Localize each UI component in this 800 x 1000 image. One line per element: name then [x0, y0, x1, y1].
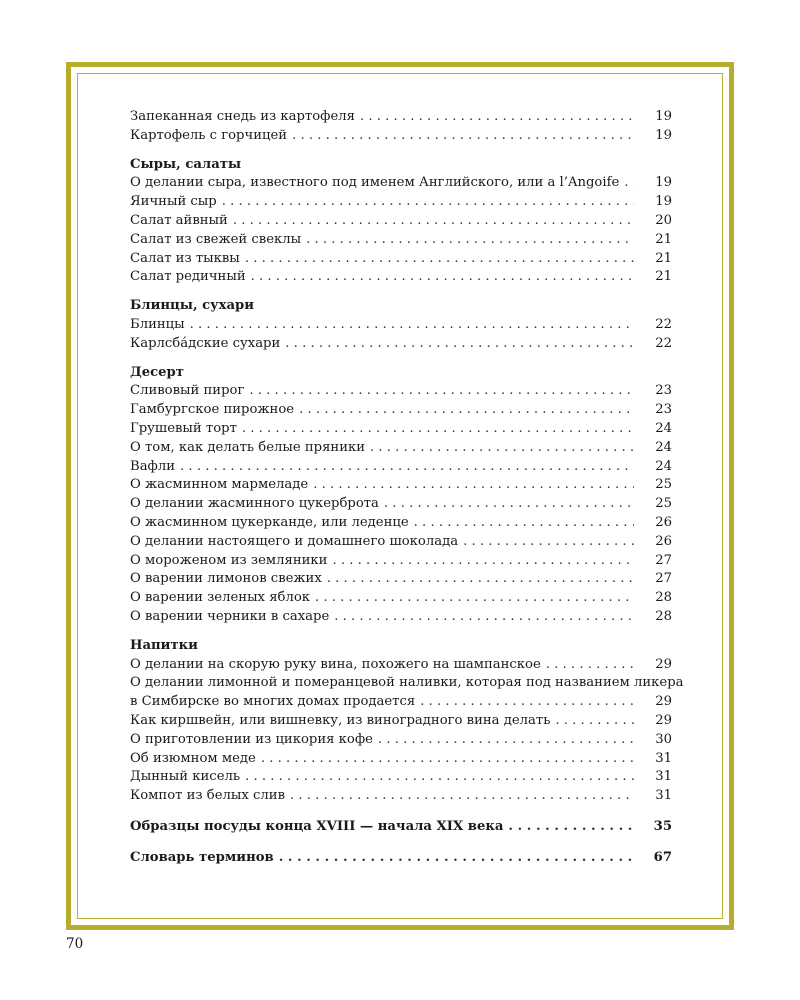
- toc-entry-page: 19: [655, 127, 672, 143]
- toc-entry-page: 26: [655, 533, 672, 549]
- table-of-contents: [130, 108, 684, 867]
- leader-dots: [180, 458, 634, 477]
- toc-entry-title: Гамбургское пирожное: [130, 402, 295, 418]
- leader-dots: [306, 231, 634, 250]
- toc-entry-page: 26: [655, 514, 672, 530]
- leader-dots: [555, 712, 634, 731]
- leader-dots: [222, 193, 634, 212]
- section-heading-cheeses-salads: Сыры, салаты: [130, 156, 242, 172]
- toc-entry-multiline[interactable]: [130, 674, 684, 712]
- toc-entry-page: 28: [655, 590, 672, 606]
- leader-dots: [327, 570, 634, 589]
- toc-entry-title: О варении черники в сахаре: [130, 608, 330, 624]
- toc-entry-page: 27: [655, 571, 672, 587]
- leader-dots: [420, 693, 634, 712]
- leader-dots: [245, 768, 634, 787]
- toc-entry-page: 29: [655, 712, 672, 728]
- toc-entry-page: 24: [655, 439, 672, 455]
- toc-entry-page: 25: [655, 496, 672, 512]
- toc-entry-title: Запеканная снедь из картофеля: [130, 109, 355, 124]
- leader-dots: [378, 731, 634, 750]
- toc-entry[interactable]: [130, 316, 672, 335]
- toc-entry-title-line1: О делании лимонной и померанцевой наливки, которая под названием ликера: [130, 675, 684, 691]
- toc-entry-page: 19: [655, 175, 672, 191]
- toc-entry-title: О жасминном цукерканде, или леденце: [130, 514, 409, 530]
- toc-entry-page: 19: [655, 194, 672, 210]
- toc-entry-title: Блинцы: [130, 316, 185, 332]
- leader-dots: [299, 401, 634, 420]
- toc-entry-title: Образцы посуды конца XVIII — начала XIX века: [130, 818, 504, 834]
- toc-entry[interactable]: [130, 750, 672, 769]
- toc-entry-page: 21: [655, 250, 672, 266]
- toc-entry-title: Карлсба́дские сухари: [130, 335, 281, 351]
- leader-dots: [279, 849, 634, 868]
- toc-entry-page: 30: [655, 731, 672, 747]
- toc-entry[interactable]: [130, 533, 672, 552]
- leader-dots: [508, 818, 634, 837]
- leader-dots: [285, 335, 634, 354]
- leader-dots: [414, 514, 634, 533]
- leader-dots: [332, 552, 634, 571]
- toc-entry-title: Яичный сыр: [130, 194, 217, 210]
- leader-dots: [233, 212, 634, 231]
- toc-entry-title: Сливовый пирог: [130, 383, 245, 399]
- toc-entry-page: 27: [655, 552, 672, 568]
- toc-entry-page: 31: [655, 750, 672, 766]
- toc-entry-page: 29: [655, 694, 672, 710]
- leader-dots: [242, 420, 634, 439]
- section-heading-drinks: Напитки: [130, 637, 198, 653]
- toc-entry[interactable]: [130, 570, 672, 589]
- toc-entry-title: О мороженом из земляники: [130, 552, 328, 568]
- spacer: [130, 806, 672, 818]
- toc-entry-page: 20: [655, 212, 672, 228]
- section-heading-pancakes-rusks: Блинцы, сухари: [130, 298, 255, 314]
- toc-entry[interactable]: [130, 656, 672, 675]
- leader-dots: [251, 268, 634, 287]
- leader-dots: [546, 656, 634, 675]
- toc-entry[interactable]: [130, 268, 672, 287]
- toc-entry-title: Салат из тыквы: [130, 250, 240, 266]
- toc-entry-page: 31: [655, 788, 672, 804]
- toc-entry-title: Компот из белых слив: [130, 788, 286, 804]
- toc-entry[interactable]: [130, 382, 672, 401]
- toc-entry-page: 22: [655, 316, 672, 332]
- toc-entry-glossary[interactable]: [130, 849, 672, 868]
- toc-entry-title: О приготовлении из цикория кофе: [130, 731, 373, 747]
- toc-entry[interactable]: [130, 712, 672, 731]
- toc-entry-page: 29: [655, 656, 672, 672]
- toc-entry-page: 22: [655, 335, 672, 351]
- toc-entry-page: 25: [655, 477, 672, 493]
- leader-dots: [261, 750, 634, 769]
- toc-entry[interactable]: [130, 458, 672, 477]
- toc-entry[interactable]: [130, 476, 672, 495]
- leader-dots: [245, 250, 634, 269]
- toc-entry-title: О жасминном мармеладе: [130, 477, 309, 493]
- toc-entry-title: О делании на скорую руку вина, похожего на шампанское: [130, 656, 541, 672]
- toc-entry[interactable]: [130, 127, 672, 146]
- toc-entry-page: 19: [655, 109, 672, 124]
- toc-entry[interactable]: [130, 552, 672, 571]
- toc-entry-tableware-samples[interactable]: [130, 818, 672, 837]
- toc-entry-page: 23: [655, 383, 672, 399]
- toc-entry-title: Картофель с горчицей: [130, 127, 288, 143]
- toc-entry-title: Вафли: [130, 458, 176, 474]
- toc-entry-title: Салат редичный: [130, 269, 246, 285]
- toc-entry[interactable]: [130, 108, 672, 127]
- toc-entry-line2: [130, 693, 672, 712]
- leader-dots: [463, 533, 634, 552]
- toc-entry[interactable]: [130, 589, 672, 608]
- toc-entry[interactable]: [130, 212, 672, 231]
- toc-entry[interactable]: [130, 401, 672, 420]
- toc-entry-title: Грушевый торт: [130, 420, 237, 436]
- toc-entry[interactable]: [130, 608, 672, 627]
- leader-dots: [292, 127, 634, 146]
- leader-dots: [190, 316, 634, 335]
- toc-entry[interactable]: [130, 514, 672, 533]
- leader-dots: [370, 439, 634, 458]
- toc-entry[interactable]: [130, 174, 672, 193]
- spacer: [130, 837, 672, 849]
- toc-entry-page: 24: [655, 420, 672, 436]
- toc-entry-page: 31: [655, 769, 672, 785]
- toc-entry-title: О делании настоящего и домашнего шоколада: [130, 533, 459, 549]
- toc-entry-page: 35: [653, 818, 672, 834]
- toc-entry[interactable]: [130, 420, 672, 439]
- toc-entry[interactable]: [130, 495, 672, 514]
- toc-entry[interactable]: [130, 250, 672, 269]
- toc-entry-title: в Симбирске во многих домах продается: [130, 694, 416, 710]
- toc-entry[interactable]: [130, 787, 672, 806]
- toc-entry-title: О делании сыра, известного под именем Английского, или a l’Angoife: [130, 175, 620, 191]
- toc-entry-title: Салат айвный: [130, 212, 228, 228]
- toc-entry[interactable]: [130, 231, 672, 250]
- toc-entry-page: 21: [655, 231, 672, 247]
- toc-entry-page: 67: [653, 849, 672, 865]
- page-number: 70: [66, 936, 84, 952]
- toc-entry-title: Об изюмном меде: [130, 750, 256, 766]
- toc-entry-page: 28: [655, 608, 672, 624]
- toc-entry-page: 24: [655, 458, 672, 474]
- toc-entry[interactable]: [130, 193, 672, 212]
- toc-entry-page: 23: [655, 402, 672, 418]
- leader-dots: [315, 589, 634, 608]
- leader-dots: [313, 476, 634, 495]
- toc-entry-title: Салат из свежей свеклы: [130, 231, 302, 247]
- leader-dots: [290, 787, 634, 806]
- toc-entry[interactable]: [130, 439, 672, 458]
- toc-entry-title: О делании жасминного цукерброта: [130, 496, 379, 512]
- toc-entry[interactable]: [130, 335, 672, 354]
- toc-entry[interactable]: [130, 768, 672, 787]
- toc-entry-title: О варении зеленых яблок: [130, 590, 311, 606]
- leader-dots: [384, 495, 634, 514]
- leader-dots: [334, 608, 634, 627]
- leader-dots: [624, 174, 634, 193]
- toc-entry-title: О том, как делать белые пряники: [130, 439, 366, 455]
- toc-entry-title: Словарь терминов: [130, 849, 274, 865]
- toc-entry[interactable]: [130, 731, 672, 750]
- toc-entry-title: О варении лимонов свежих: [130, 571, 322, 587]
- toc-entry-page: 21: [655, 269, 672, 285]
- leader-dots: [249, 382, 634, 401]
- toc-entry-title: Как киршвейн, или вишневку, из виноградного вина делать: [130, 712, 551, 728]
- section-heading-dessert: Десерт: [130, 364, 184, 380]
- leader-dots: [360, 108, 634, 127]
- toc-entry-title: Дынный кисель: [130, 769, 241, 785]
